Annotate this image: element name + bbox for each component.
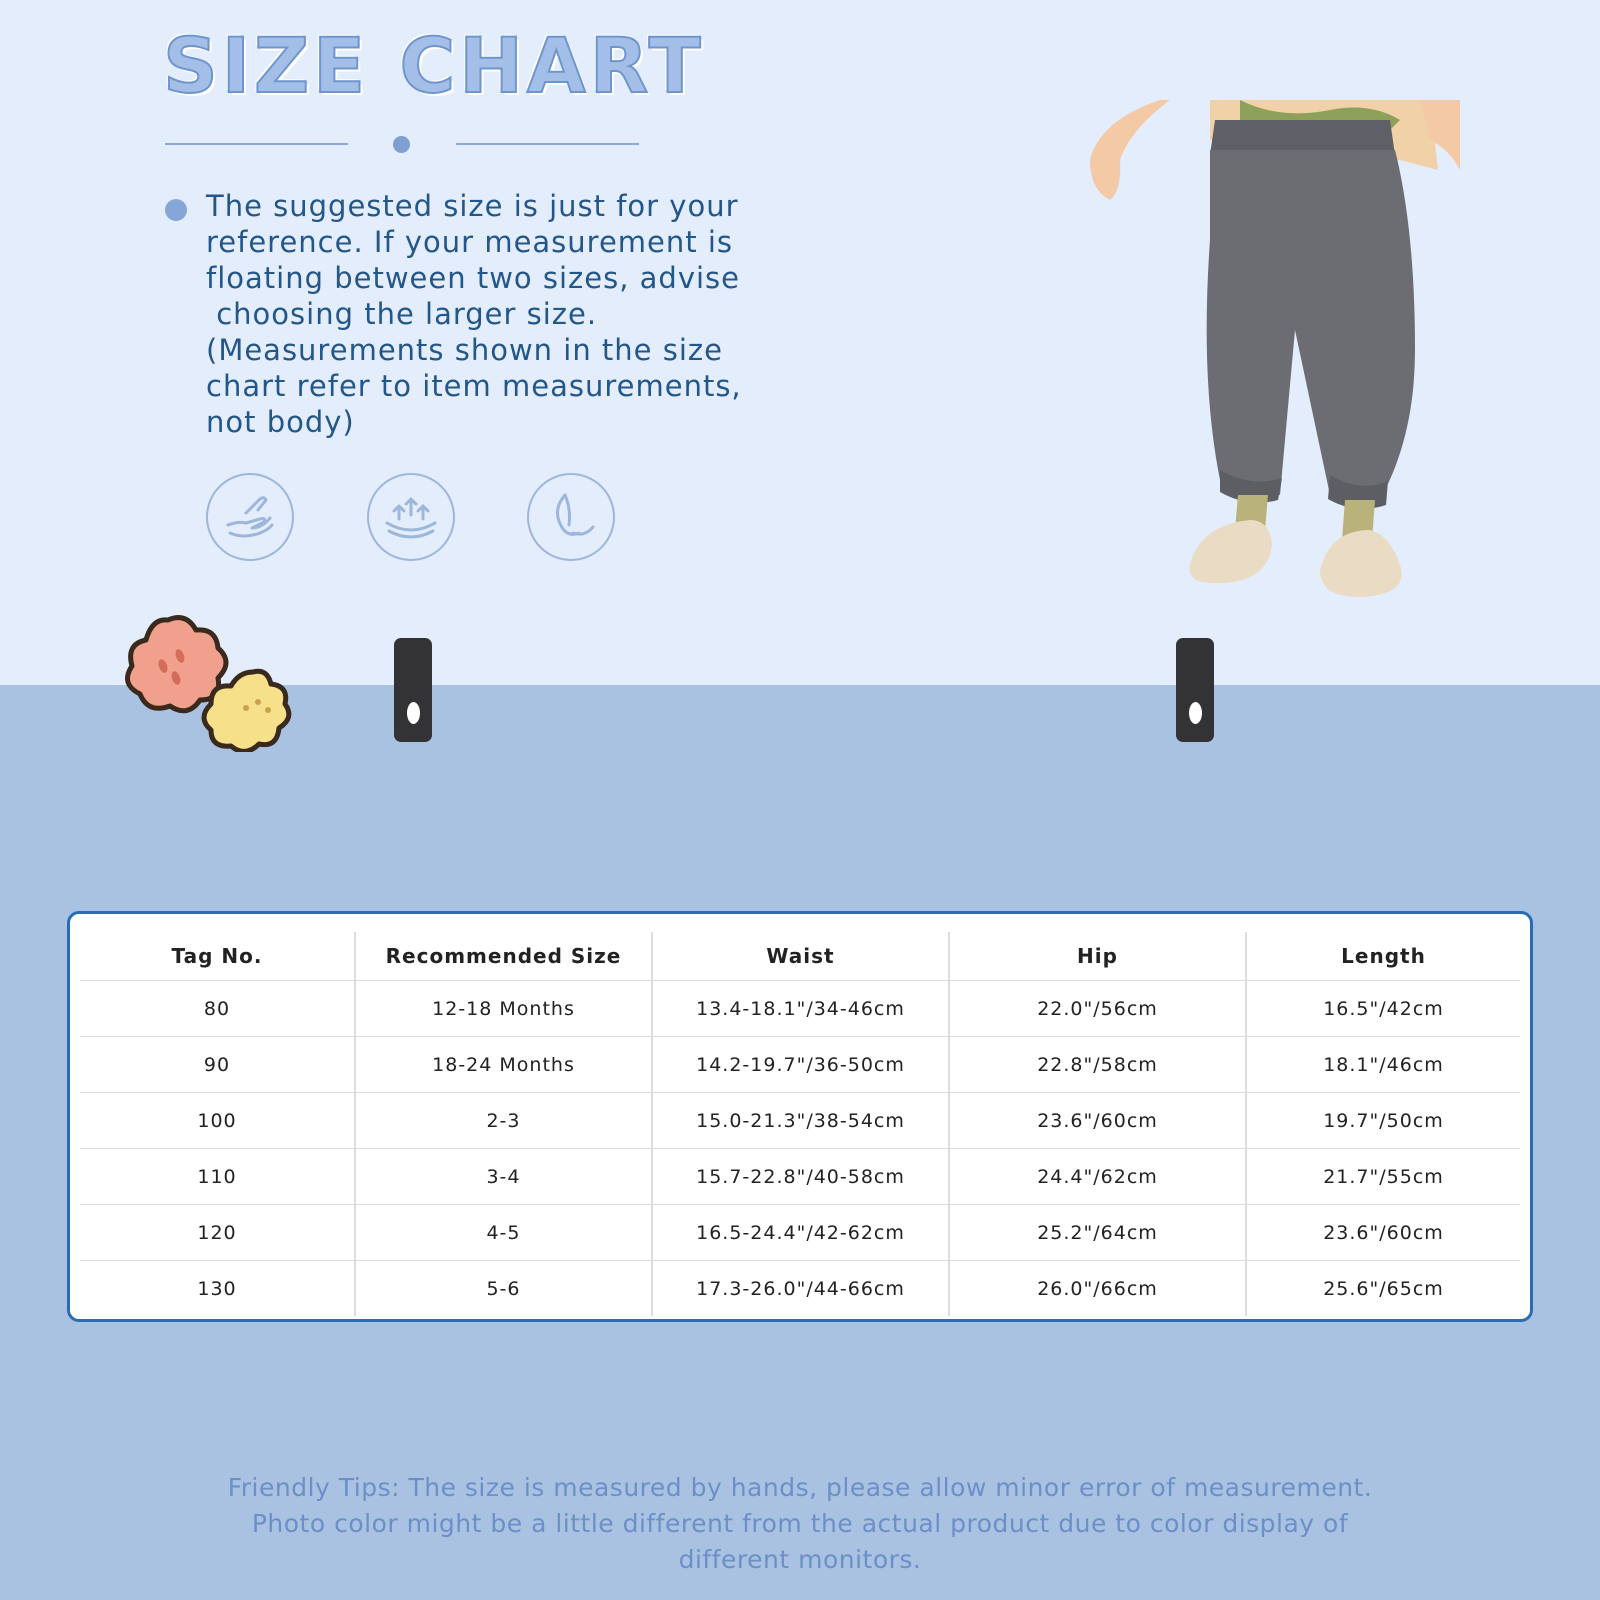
table-row [80,1093,1520,1149]
title-divider-left [165,143,348,145]
cell-recommended-size: 3-4 [355,1149,652,1205]
cell-hip: 24.4"/62cm [949,1149,1246,1205]
table-header-row [80,932,1520,981]
table-row [80,1205,1520,1261]
page-title: SIZE CHART [163,21,705,110]
table-row [80,1149,1520,1205]
size-advice-text: The suggested size is just for your reference. If your measurement is floating between two sizes, advise choosing the larger size. (Measurements shown in the size chart refer to item measurements, not body) [206,189,742,439]
cell-length: 21.7"/55cm [1246,1149,1520,1205]
table-row [80,1037,1520,1093]
title-divider-right [456,143,639,145]
size-table [80,932,1520,1316]
cell-recommended-size: 4-5 [355,1205,652,1261]
bullet-dot [165,199,187,221]
cell-waist: 13.4-18.1"/34-46cm [652,981,949,1037]
lightweight-feather-icon [527,473,615,561]
cell-recommended-size: 2-3 [355,1093,652,1149]
size-table-card [67,911,1533,1322]
cell-waist: 16.5-24.4"/42-62cm [652,1205,949,1261]
cell-waist: 15.0-21.3"/38-54cm [652,1093,949,1149]
cell-tag-no: 100 [80,1093,355,1149]
table-row [80,981,1520,1037]
cell-hip: 23.6"/60cm [949,1093,1246,1149]
cell-length: 19.7"/50cm [1246,1093,1520,1149]
header-recommended-size: Recommended Size [355,932,652,981]
cell-tag-no: 120 [80,1205,355,1261]
cell-recommended-size: 5-6 [355,1261,652,1317]
product-photo-pants [1090,100,1460,620]
cell-hip: 25.2"/64cm [949,1205,1246,1261]
table-row [80,1261,1520,1317]
header-tag-no: Tag No. [171,944,263,968]
cell-tag-no: 130 [80,1261,355,1317]
cell-length: 18.1"/46cm [1246,1037,1520,1093]
soft-touch-hand-icon [206,473,294,561]
decorative-flowers [118,612,308,752]
cell-hip: 22.0"/56cm [949,981,1246,1037]
binder-clip-left [394,638,432,742]
title-divider-dot [393,136,410,153]
friendly-tips-text: Friendly Tips: The size is measured by hands, please allow minor error of measurement. Photo color might be a little different from the actual product due to color display of different monitors. [227,1473,1373,1574]
cell-waist: 14.2-19.7"/36-50cm [652,1037,949,1093]
cell-length: 25.6"/65cm [1246,1261,1520,1317]
cell-waist: 15.7-22.8"/40-58cm [652,1149,949,1205]
cell-tag-no: 80 [80,981,355,1037]
cell-recommended-size: 18-24 Months [355,1037,652,1093]
cell-hip: 26.0"/66cm [949,1261,1246,1317]
cell-recommended-size: 12-18 Months [355,981,652,1037]
breathable-stretch-icon [367,473,455,561]
header-waist: Waist [652,932,949,981]
header-length: Length [1246,932,1520,981]
cell-waist: 17.3-26.0"/44-66cm [652,1261,949,1317]
cell-tag-no: 90 [80,1037,355,1093]
binder-clip-right [1176,638,1214,742]
cell-tag-no: 110 [80,1149,355,1205]
header-hip: Hip [949,932,1246,981]
cell-hip: 22.8"/58cm [949,1037,1246,1093]
cell-length: 16.5"/42cm [1246,981,1520,1037]
cell-length: 23.6"/60cm [1246,1205,1520,1261]
